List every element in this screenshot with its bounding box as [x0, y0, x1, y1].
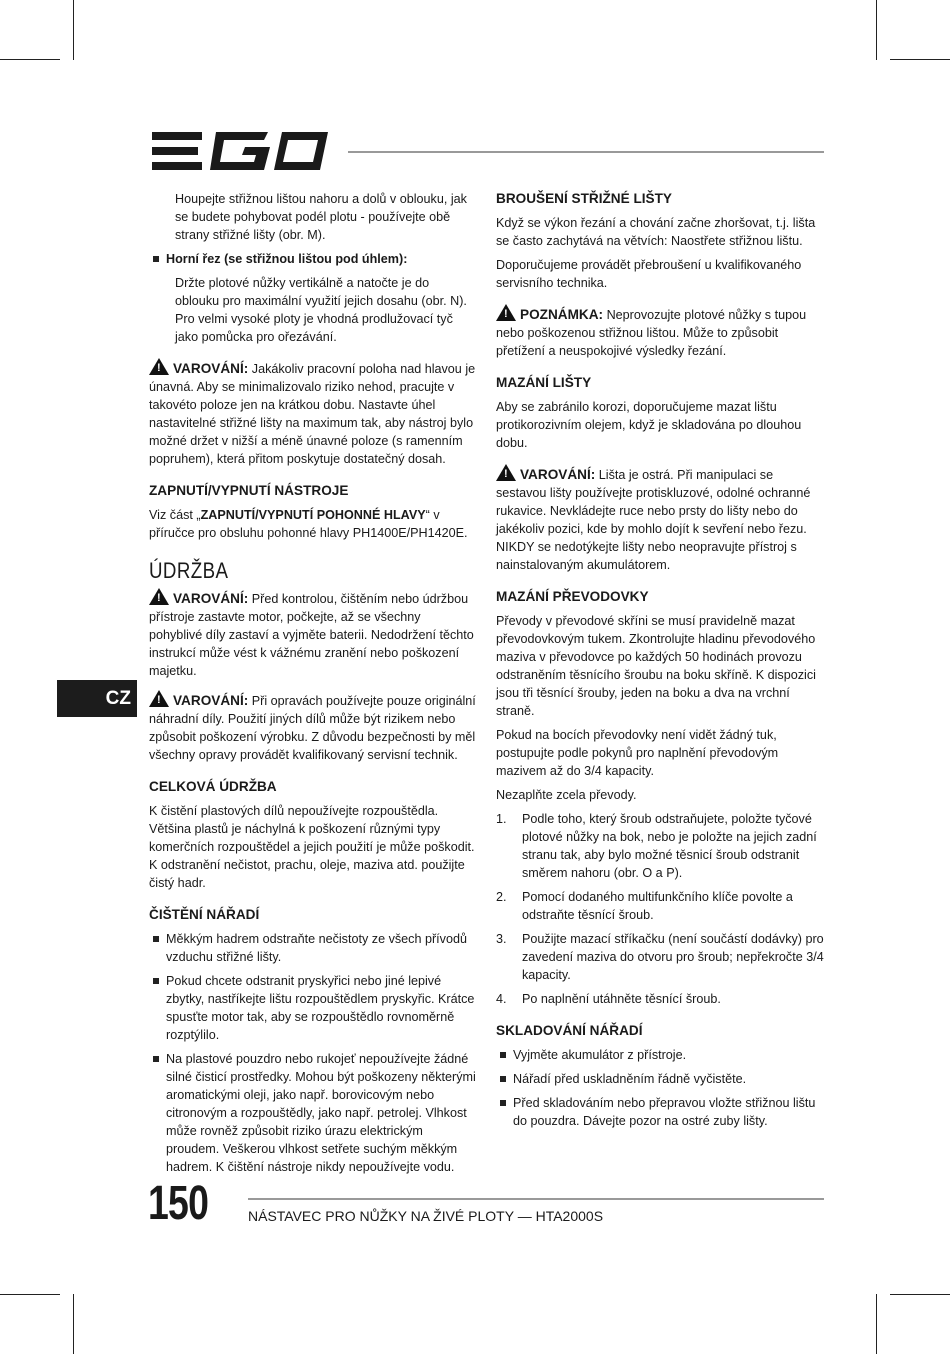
text-span: “ v příručce pro obsluhu pohonné hlavy PH1400E/PH1420E.	[149, 508, 468, 540]
list-item: Pokud chcete odstranit pryskyřici nebo jiné lepivé zbytky, nastříkejte lištu rozpouštědlem pryskyřic. Krátce spusťte motor tak, aby se rozpouštědlo rovnoměrně rozptýlilo.	[149, 972, 476, 1044]
ego-logo	[150, 130, 330, 172]
section-heading: MAZÁNÍ PŘEVODOVKY	[496, 589, 649, 604]
warning-text: Lišta je ostrá. Při manipulaci se sestavou lišty používejte protiskluzové, odolné ochranné rukavice. Nevkládejte ruce nebo prsty do lišty nebo do jakékoliv pozici, kde by mohlo dojít k sevření nebo řezu. NIKDY se nedotýkejte lišty nebo neopravujte přístroj s nainstalovaným akumulátorem.	[496, 468, 811, 572]
step-item	[496, 810, 826, 882]
step-text: Po naplnění utáhněte těsnící šroub.	[522, 992, 721, 1006]
paragraph: Pokud na bocích převodovky není vidět žádný tuk, postupujte podle pokynů pro naplnění převodovým mazivem až do 3/4 kapacity.	[496, 728, 779, 778]
warning-icon	[149, 690, 169, 707]
section-heading: CELKOVÁ ÚDRŽBA	[149, 779, 277, 794]
footer-title: NÁSTAVEC PRO NŮŽKY NA ŽIVÉ PLOTY — HTA2000S	[248, 1208, 604, 1224]
warning-block	[496, 464, 826, 574]
section-heading: SKLADOVÁNÍ NÁŘADÍ	[496, 1023, 643, 1038]
list-item: Měkkým hadrem odstraňte nečistoty ze všech přívodů vzduchu střižné lišty.	[149, 930, 476, 966]
left-column	[149, 190, 476, 1182]
step-item	[496, 930, 826, 984]
paragraph: Aby se zabránilo korozi, doporučujeme mazat lištu protikorozivním olejem, když je skladována po dlouhou dobu.	[496, 400, 802, 450]
crop-mark	[73, 1294, 74, 1354]
warning-label: VAROVÁNÍ:	[173, 361, 249, 376]
list-item: Na plastové pouzdro nebo rukojeť nepoužívejte žádné silné čisticí prostředky. Mohou být poškozeny některými aromatickými oleji, jako např. borovicovým nebo citronovým a rozpouštědly, jako např. petrolej. Vlhkost může rovněž způsobit riziko úrazu elektrickým proudem. Veškerou vlhkost setřete suchým měkkým hadrem. K čištění nástroje nikdy nepoužívejte vodu.	[149, 1050, 476, 1176]
right-column	[496, 178, 826, 1136]
list-item-title: Horní řez (se střižnou lištou pod úhlem):	[166, 252, 408, 266]
step-number: 3.	[496, 932, 507, 946]
warning-block	[149, 588, 476, 680]
header-rule	[348, 151, 824, 153]
warning-icon	[149, 358, 169, 375]
page-number: 150	[148, 1177, 209, 1230]
warning-label: VAROVÁNÍ:	[173, 693, 249, 708]
chapter-title: ÚDRŽBA	[149, 558, 229, 583]
crop-mark	[876, 1294, 877, 1354]
step-number: 1.	[496, 812, 507, 826]
warning-text: Jakákoliv pracovní poloha nad hlavou je únavná. Aby se minimalizovalo riziko nehod, pracujte v takovéto poloze jen na krátkou dobu. Nastavte úhel nastavitelné střižné lišty na maximum tak, aby nástroj bylo možné držet v nižší a méně únavné poloze (s ramenním popruhem), která přitom poskytuje dostatečný dosah.	[149, 362, 476, 466]
list-item: Nářadí před uskladněním řádně vyčistěte.	[496, 1070, 826, 1088]
text-span: Viz část „	[149, 508, 201, 522]
crop-mark	[73, 0, 74, 60]
footer-rule	[248, 1198, 824, 1200]
list-item: Vyjměte akumulátor z přístroje.	[496, 1046, 826, 1064]
note-label: POZNÁMKA:	[520, 307, 604, 322]
paragraph: Houpejte střižnou lištou nahoru a dolů v oblouku, jak se budete pohybovat podél plotu - používejte obě strany střižné lišty (obr. M).	[175, 192, 467, 242]
language-tab: CZ	[57, 680, 137, 717]
text-bold: ZAPNUTÍ/VYPNUTÍ POHONNÉ HLAVY	[200, 508, 426, 522]
step-text: Podle toho, který šroub odstraňujete, položte tyčové plotové nůžky na bok, nebo je položte na jejich zadní stranu tak, aby bylo možné těsnicí šroub odstranit směrem nahoru (obr. O a P).	[522, 812, 817, 880]
paragraph: Převody v převodové skříni se musí pravidelně mazat převodovkovým tukem. Zkontrolujte hladinu převodového maziva v převodovce po každých 50 hodinách provozu odstraněním těsnícího šroubu na boku skříně. K dispozici jsou tři těsnící šrouby, jeden na boku a dva na vrchní straně.	[496, 614, 816, 718]
step-item	[496, 990, 826, 1008]
warning-block	[149, 690, 476, 764]
step-text: Pomocí dodaného multifunkčního klíče povolte a odstraňte těsnící šroub.	[522, 890, 793, 922]
paragraph: Držte plotové nůžky vertikálně a natočte je do oblouku pro maximální využití jejich dosahu (obr. N). Pro velmi vysoké ploty je vhodná prodlužovací tyč jako pomůcka pro ořezávání.	[175, 276, 467, 344]
list-item: Před skladováním nebo přepravou vložte střižnou lištu do pouzdra. Dávejte pozor na ostré zuby lišty.	[496, 1094, 826, 1130]
crop-mark	[890, 1294, 950, 1295]
warning-label: VAROVÁNÍ:	[173, 591, 249, 606]
crop-mark	[890, 59, 950, 60]
crop-mark	[0, 1294, 60, 1295]
crop-mark	[0, 59, 60, 60]
step-item	[496, 888, 826, 924]
warning-icon	[496, 304, 516, 321]
warning-icon	[496, 464, 516, 481]
paragraph: Když se výkon řezání a chování začne zhoršovat, t.j. lišta se často zachytává na větvích: Naostřete střižnou lištu.	[496, 216, 816, 248]
section-heading: ZAPNUTÍ/VYPNUTÍ NÁSTROJE	[149, 483, 349, 498]
paragraph	[149, 506, 476, 542]
section-heading: MAZÁNÍ LIŠTY	[496, 375, 592, 390]
section-heading: BROUŠENÍ STŘIŽNÉ LIŠTY	[496, 191, 672, 206]
warning-icon	[149, 588, 169, 605]
step-text: Použijte mazací stříkačku (není součástí dodávky) pro zavedení maziva do otvoru pro šroub; nepřekročte 3/4 kapacity.	[522, 932, 824, 982]
list-item	[149, 250, 476, 268]
paragraph: Doporučujeme provádět přebroušení u kvalifikovaného servisního technika.	[496, 258, 802, 290]
paragraph: Nezaplňte zcela převody.	[496, 788, 637, 802]
note-text: Neprovozujte plotové nůžky s tupou nebo poškozenou střižnou lištou. Může to způsobit přetížení a neuspokojivé výsledky řezání.	[496, 308, 807, 358]
section-heading: ČIŠTĚNÍ NÁŘADÍ	[149, 907, 260, 922]
warning-block	[149, 358, 476, 468]
warning-text: Při opravách používejte pouze originální náhradní díly. Použití jiných dílů může být rizikem nebo způsobit poškození výrobku. Z důvodu bezpečnosti by měl všechny opravy provádět kvalifikovaný servisní technik.	[149, 694, 476, 762]
warning-text: Před kontrolou, čištěním nebo údržbou přístroje zastavte motor, počkejte, až se všechny pohyblivé díly zastaví a vyjměte baterii. Nedodržení těchto instrukcí může vést k vážnému zranění nebo poškození majetku.	[149, 592, 474, 678]
step-number: 4.	[496, 992, 507, 1006]
paragraph: K čistění plastových dílů nepoužívejte rozpouštědla. Většina plastů je náchylná k poškození různými typy komerčních rozpouštědel a jejich použití je může poškodit. K odstranění nečistot, prachu, oleje, maziva atd. použijte čistý hadr.	[149, 804, 475, 890]
step-number: 2.	[496, 890, 507, 904]
warning-label: VAROVÁNÍ:	[520, 467, 596, 482]
note-block	[496, 304, 826, 360]
crop-mark	[876, 0, 877, 60]
